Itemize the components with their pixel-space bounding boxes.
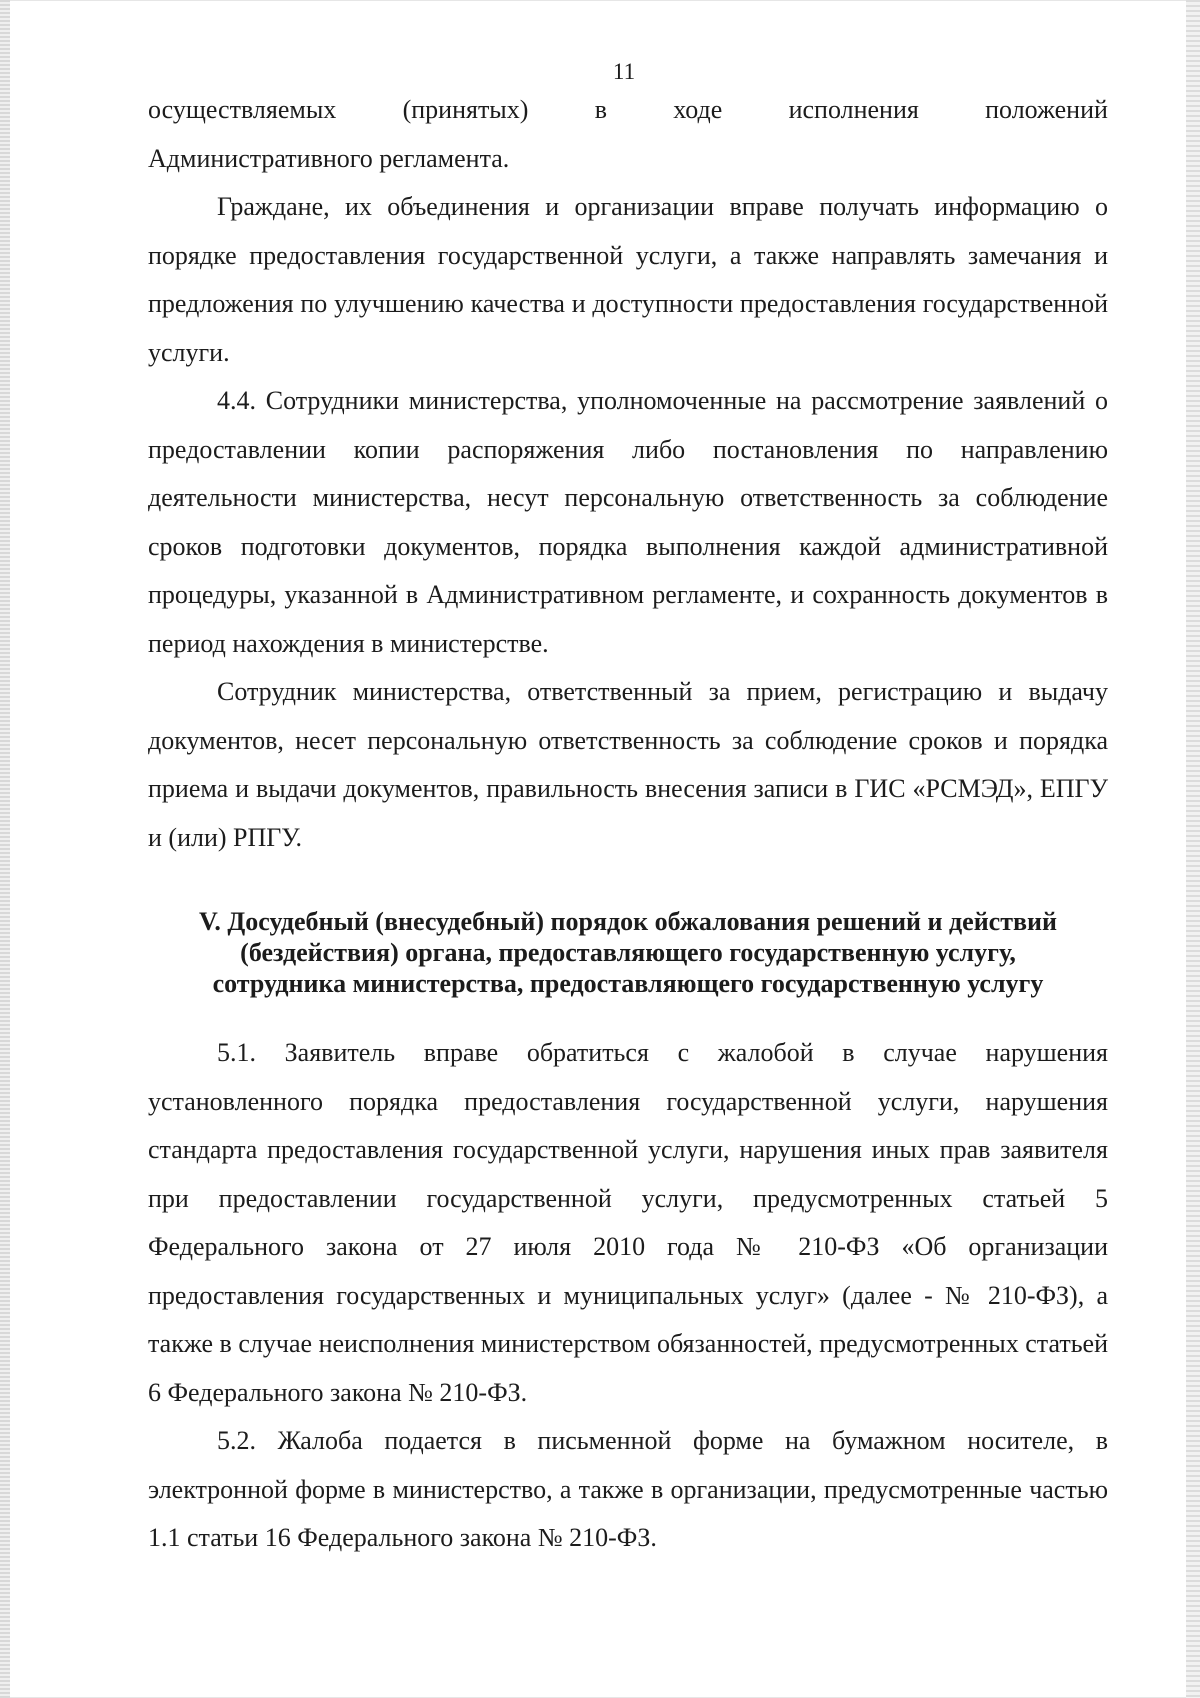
spacer	[148, 862, 1108, 906]
scan-edge-left	[0, 0, 10, 1698]
paragraph-5-2: 5.2. Жалоба подается в письменной форме на бумажном носителе, в электронной форме в министерство, а также в организации, предусмотренные частью 1.1 статьи 16 Федерального закона № 210-ФЗ.	[148, 1426, 1108, 1552]
word: (принятых)	[402, 95, 529, 124]
section-heading-line: сотрудника министерства, предоставляющего государственную услугу	[212, 969, 1044, 998]
word: осуществляемых	[148, 95, 337, 124]
word: исполнения	[788, 95, 919, 124]
page-number: 11	[612, 59, 636, 84]
document-body	[148, 86, 1108, 1563]
section-heading	[148, 906, 1108, 999]
paragraph-4-4: 4.4. Сотрудники министерства, уполномоченные на рассмотрение заявлений о предоставлении копии распоряжения либо постановления по направлению деятельности министерства, несут персональную ответственность за соблюдение сроков подготовки документов, порядка выполнения каждой административной процедуры, указанной в Административном регламенте, и сохранность документов в период нахождения в министерстве.	[148, 386, 1108, 658]
continuation-line	[148, 86, 1108, 135]
paragraph-5-1: 5.1. Заявитель вправе обратиться с жалобой в случае нарушения установленного порядка предоставления государственной услуги, нарушения стандарта предоставления государственной услуги, нарушения иных прав заявителя при предоставлении государственной услуги, предусмотренных статьей 5 Федерального закона от 27 июля 2010 года № 210-ФЗ «Об организации предоставления государственных и муниципальных услуг» (далее - № 210-ФЗ), а также в случае неисполнения министерством обязанностей, предусмотренных статьей 6 Федерального закона № 210-ФЗ.	[148, 1038, 1108, 1407]
word: в	[594, 95, 607, 124]
spacer	[148, 999, 1108, 1029]
scan-edge-right	[1186, 0, 1200, 1698]
word: ходе	[673, 95, 723, 124]
paragraph-continuation: Административного регламента.	[148, 143, 510, 173]
section-heading-line: V. Досудебный (внесудебный) порядок обжалования решений и действий	[198, 907, 1057, 936]
paragraph: Граждане, их объединения и организации вправе получать информацию о порядке предоставления государственной услуги, а также направлять замечания и предложения по улучшению качества и доступности предоставления государственной услуги.	[148, 192, 1108, 367]
word: положений	[985, 95, 1108, 124]
section-heading-line: (бездействия) органа, предоставляющего государственную услугу,	[240, 938, 1016, 967]
paragraph: Сотрудник министерства, ответственный за прием, регистрацию и выдачу документов, несет персональную ответственность за соблюдение сроков и порядка приема и выдачи документов, правильность внесения записи в ГИС «РСМЭД», ЕПГУ и (или) РПГУ.	[148, 677, 1108, 852]
